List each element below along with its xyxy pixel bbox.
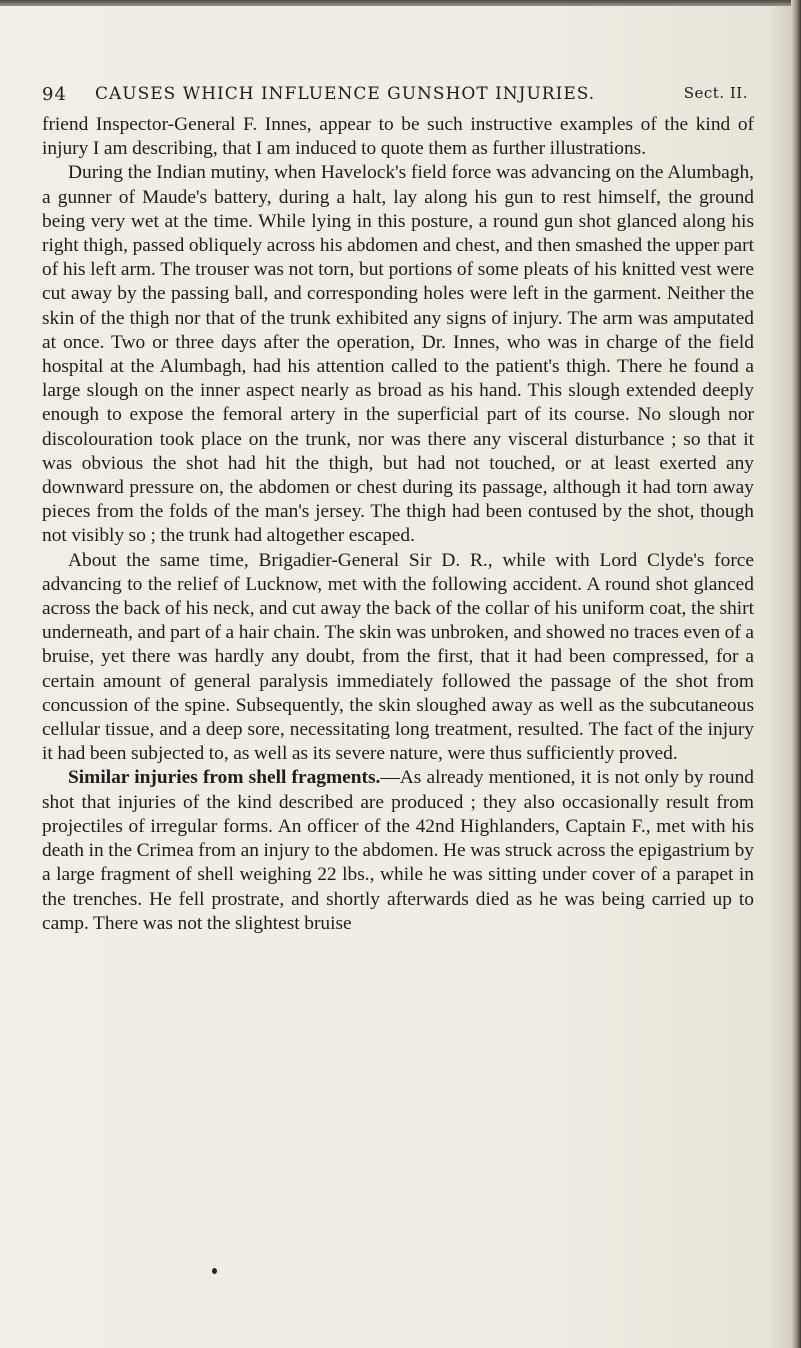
page-top-edge — [0, 0, 801, 6]
ink-speck — [212, 1268, 217, 1274]
side-heading: Similar injuries from shell fragments. — [68, 767, 381, 789]
paragraph-shell-fragments — [42, 766, 754, 935]
running-header — [42, 84, 748, 110]
paragraph-havelock — [42, 161, 754, 548]
paragraph-text: About the same time, Brigadier-General Sir D. R., while with Lord Clyde's force advancing to the relief of Lucknow, met with the following accident. A round shot glanced across the back of his neck, and cut away the back of the collar of his uniform coat, the shirt underneath, and part of a hair chain. The skin was unbroken, and showed no traces even of a bruise, yet there was hardly any doubt, from the first, that it had been compressed, for a certain amount of general paralysis immediately followed the passage of the shot from concussion of the spine. Subsequently, the skin sloughed away as well as the subcutaneous cellular tissue, and a deep sore, necessitating long treatment, resulted. The fact of the injury it had been subjected to, as well as its severe nature, were thus sufficiently proved. — [42, 549, 754, 765]
paragraph-text: During the Indian mutiny, when Havelock's field force was advancing on the Alumbagh, a gunner of Maude's battery, during a halt, lay along his gun to rest himself, the ground being very wet at the time. While lying in this posture, a round gun shot glanced along his right thigh, passed obliquely across his abdomen and chest, and then smashed the upper part of his left arm. The trouser was not torn, but portions of some pleats of his knitted vest were cut away by the passing ball, and corresponding holes were left in the garment. Neither the skin of the thigh nor that of the trunk exhibited any signs of injury. The arm was amputated at once. Two or three days after the operation, Dr. Innes, who was in charge of the field hospital at the Alumbagh, had his attention called to the patient's thigh. There he found a large slough on the inner aspect nearly as broad as his hand. This slough extended deeply enough to expose the femoral artery in the superficial part of its course. No slough nor discolouration took place on the trunk, nor was there any visceral disturbance ; so that it was obvious the shot had hit the thigh, but had not touched, or at least exerted any downward pressure on, the abdomen or chest during its passage, although it had torn away pieces from the folds of the man's jersey. The thigh had been contused by the shot, though not visibly so ; the trunk had altogether escaped. — [42, 162, 754, 547]
paragraph-text: —As already mentioned, it is not only by round shot that injuries of the kind described are produced ; they also occasionally result from projectiles of irregular forms. An officer of the 42nd Highlanders, Captain F., met with his death in the Crimea from an injury to the abdomen. He was struck across the epigastrium by a large fragment of shell weighing 22 lbs., while he was sitting under cover of a parapet in the trenches. He fell prostrate, and shortly afterwards died as he was being carried up to camp. There was not the slightest bruise — [42, 767, 754, 934]
page-number: 94 — [42, 84, 67, 105]
section-label: Sect. II. — [683, 84, 748, 102]
body-text — [42, 113, 754, 936]
paragraph-text: friend Inspector-General F. Innes, appear to be such instructive examples of the kind of injury I am describing, that I am induced to quote them as further illustrations. — [42, 114, 754, 160]
paragraph-brigadier — [42, 549, 754, 767]
page-binding-edge — [791, 0, 801, 1348]
running-title: CAUSES WHICH INFLUENCE GUNSHOT INJURIES. — [95, 84, 596, 104]
paragraph-intro — [42, 113, 754, 161]
